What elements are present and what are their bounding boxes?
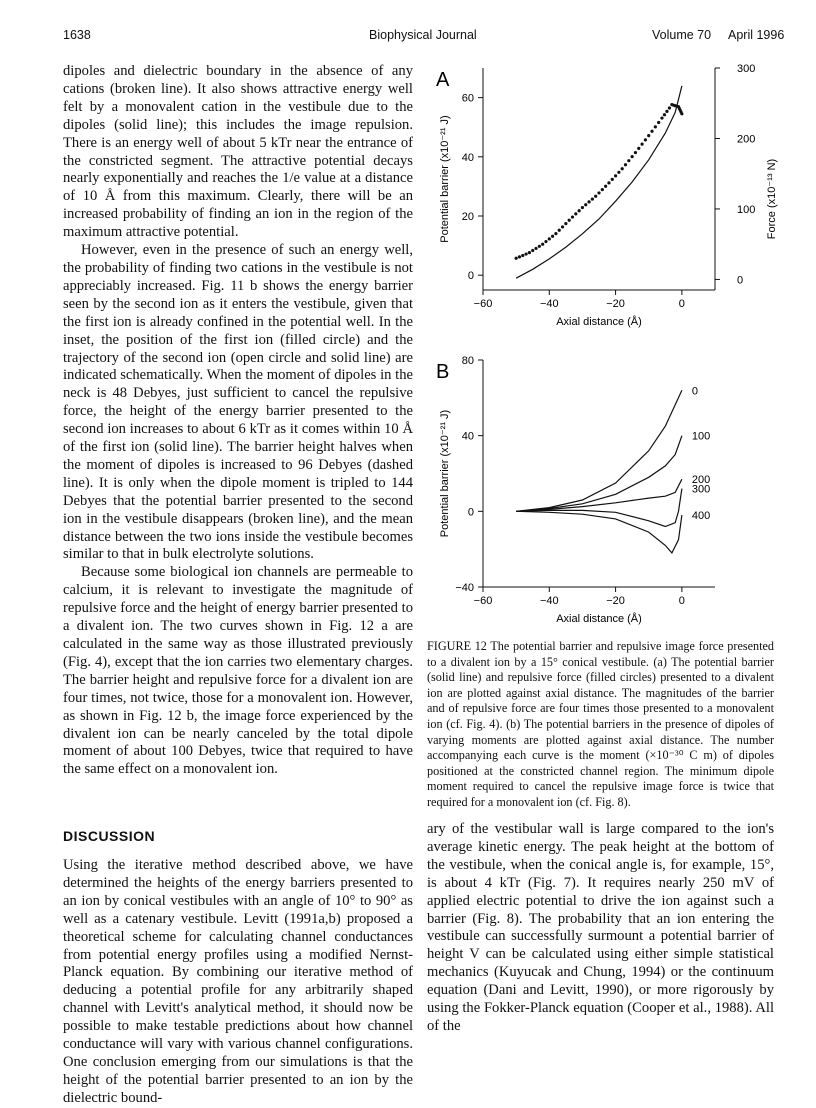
data-point bbox=[591, 197, 594, 200]
data-point bbox=[571, 215, 574, 218]
data-point bbox=[574, 212, 577, 215]
left-column bbox=[63, 63, 413, 779]
data-point bbox=[621, 167, 624, 170]
x-tick-label: −60 bbox=[473, 595, 493, 607]
data-point bbox=[611, 178, 614, 181]
series-label: 300 bbox=[691, 483, 711, 496]
data-point bbox=[564, 222, 567, 225]
right-column-lower bbox=[427, 821, 774, 1036]
x-tick-label: −40 bbox=[539, 595, 559, 607]
series-line bbox=[516, 511, 682, 553]
data-point bbox=[657, 121, 660, 124]
data-point bbox=[518, 255, 521, 258]
issue-date: April 1996 bbox=[728, 28, 785, 42]
x-axis-label: Axial distance (Å) bbox=[556, 613, 642, 625]
data-point bbox=[644, 138, 647, 141]
x-tick-label: −20 bbox=[606, 298, 625, 310]
data-point bbox=[647, 134, 650, 137]
section-heading: DISCUSSION bbox=[63, 828, 156, 844]
data-point bbox=[538, 245, 541, 248]
data-point bbox=[548, 237, 551, 240]
data-point bbox=[597, 191, 600, 194]
data-point bbox=[601, 188, 604, 191]
panel-label: B bbox=[436, 361, 450, 383]
data-point bbox=[604, 185, 607, 188]
data-point bbox=[640, 143, 643, 146]
series-line bbox=[516, 436, 682, 512]
y-tick-label: −40 bbox=[455, 582, 474, 594]
y-tick-label: 40 bbox=[461, 430, 474, 443]
data-point bbox=[594, 195, 597, 198]
data-point bbox=[534, 247, 537, 250]
series-line bbox=[516, 489, 682, 527]
y2-axis-label: Force (x10⁻¹³ N) bbox=[766, 158, 778, 240]
series-label: 400 bbox=[691, 510, 711, 523]
data-point bbox=[607, 181, 610, 184]
data-point bbox=[631, 155, 634, 158]
data-point bbox=[568, 219, 571, 222]
figure-12b bbox=[430, 345, 760, 635]
y-tick-label: 0 bbox=[467, 270, 474, 283]
x-tick-label: 0 bbox=[678, 298, 685, 310]
series-line bbox=[516, 86, 682, 278]
y-tick-label: 60 bbox=[461, 92, 474, 105]
y-tick-label: 20 bbox=[461, 211, 474, 223]
x-tick-label: −20 bbox=[606, 595, 625, 607]
y-tick-label: 80 bbox=[461, 355, 474, 367]
y2-tick-label: 0 bbox=[737, 274, 744, 287]
figure-12a bbox=[430, 58, 778, 333]
x-tick-label: −40 bbox=[539, 298, 559, 310]
data-point bbox=[541, 243, 544, 246]
data-point bbox=[561, 225, 564, 228]
data-point bbox=[617, 171, 620, 174]
page-number: 1638 bbox=[63, 28, 91, 42]
series-label: 200 bbox=[691, 474, 711, 487]
data-point bbox=[544, 240, 547, 243]
series-label: 0 bbox=[691, 385, 698, 398]
data-point bbox=[663, 113, 666, 116]
data-point bbox=[515, 257, 518, 260]
data-point bbox=[668, 106, 671, 109]
volume: Volume 70 bbox=[652, 28, 712, 42]
data-point bbox=[528, 251, 531, 254]
data-point bbox=[521, 254, 524, 257]
data-point bbox=[551, 235, 554, 238]
x-tick-label: −60 bbox=[473, 298, 493, 310]
paragraph: However, even in the presence of such an energy well, the probability of finding two cations in the vestibule is not appreciably increased. Fig. 11 b shows the energy barrier seen by the second ion as it enters the vestibule, given that the first ion is already confined in the potential well. In the inset, the position of the first ion (filled circle) and the trajectory of the second ion (open circle and solid line) are indicated schematically. When the moment of dipoles in the neck is 48 Debyes, just sufficient to cancel the repulsive force, the height of the energy barrier presented to the second ion increases to about 6 kTr as it comes within 10 Å of the first ion (solid line). The barrier height halves when the moment of dipoles is increased to 96 Debyes (dashed line). It is only when the dipole moment is tripled to 144 Debyes that the potential barrier presented to the second ion in the vestibule disappears (broken line), and the mean distance between the two ions inside the vestibule becomes similar to that in bulk electrolyte solutions. bbox=[63, 242, 413, 563]
y-axis-label: Potential barrier (x10⁻²¹ J) bbox=[439, 115, 451, 243]
paragraph: Because some biological ion channels are permeable to calcium, it is relevant to investigate the magnitude of repulsive force and the height of energy barrier presented to a divalent ion. The two curves shown in Fig. 12 a are calculated in the same way as those illustrated previously (Fig. 4), except that the ion carries two elementary charges. The barrier height and repulsive force for a divalent ion are four times, not twice, those for a monovalent ion. However, as shown in Fig. 12 b, the image force experienced by the divalent ion can be nearly canceled by the total dipole moment of about 100 Debyes, twice that required to have the same effect on a monovalent ion. bbox=[63, 564, 413, 778]
data-point bbox=[584, 203, 587, 206]
y2-tick-label: 200 bbox=[737, 133, 756, 146]
data-point bbox=[524, 252, 527, 255]
data-point bbox=[581, 206, 584, 209]
data-point bbox=[614, 174, 617, 177]
y-tick-label: 0 bbox=[467, 506, 474, 519]
paragraph: ary of the vestibular wall is large compared to the ion's average kinetic energy. The peak height at the bottom of the vestibule, when the conical angle is, for example, 15°, is about 4 kTr (Fig. 7). It requires nearly 250 mV of applied electric potential to drive the ion against such a barrier (Fig. 8). The probability that an ion entering the vestibule can successfully surmount a potential barrier of height V can be calculated using either simple statistical mechanics (Kuyucak and Chung, 1994) or the continuum equation (Dani and Levitt, 1990), or more rigorously by using the Fokker-Planck equation (Cooper et al., 1988). All of the bbox=[427, 821, 774, 1034]
data-point bbox=[665, 110, 668, 113]
journal-title: Biophysical Journal bbox=[369, 28, 477, 42]
series-line bbox=[516, 479, 682, 511]
data-point bbox=[650, 130, 653, 133]
data-point bbox=[587, 200, 590, 203]
data-point bbox=[558, 229, 561, 232]
y2-tick-label: 100 bbox=[737, 203, 756, 216]
y-axis-label: Potential barrier (x10⁻²¹ J) bbox=[439, 409, 451, 538]
data-point bbox=[624, 163, 627, 166]
paragraph: dipoles and dielectric boundary in the absence of any cations (broken line). It also shows attractive energy well felt by a monovalent cation in the vestibule due to the dipoles (solid line); this includes the image repulsion. There is an energy well of about 5 kTr near the entrance of the constricted segment. The attractive potential decays nearly exponentially and reaches the 1/e value at a distance of 10 Å from this maximum. Clearly, there will be an increased probability of finding an ion in the region of the maximum attractive potential. bbox=[63, 63, 413, 241]
data-point bbox=[634, 151, 637, 154]
left-column-lower bbox=[63, 857, 413, 1108]
series-label: 100 bbox=[691, 430, 711, 443]
data-point bbox=[637, 147, 640, 150]
data-point bbox=[578, 209, 581, 212]
data-point bbox=[660, 116, 663, 119]
x-tick-label: 0 bbox=[678, 595, 685, 607]
data-point bbox=[554, 232, 557, 235]
data-point bbox=[654, 125, 657, 128]
x-axis-label: Axial distance (Å) bbox=[556, 316, 642, 328]
y2-tick-label: 300 bbox=[737, 63, 756, 75]
figure-caption: FIGURE 12 The potential barrier and repulsive image force presented to a divalent ion by a 15° conical vestibule. (a) The potential barrier (solid line) and repulsive force (filled circles) presented to a divalent ion are plotted against axial distance. The magnitudes of the barrier and of repulsive force are four times those presented to a monovalent ion (cf. Fig. 4). (b) The potential barriers in the presence of dipoles of varying moments are plotted against axial distance. The number accompanying each curve is the moment (×10⁻³⁰ C m) of dipoles positioned at the constricted channel region. The minimum dipole moment required to cancel the repulsive image force is twice that required for a monovalent ion (cf. Fig. 8). bbox=[427, 639, 774, 809]
paragraph: Using the iterative method described above, we have determined the heights of the energy barriers presented to an ion by conical vestibules with an angle of 10° to 90° as well as a catenary vestibule. Levitt (1991a,b) proposed a theoretical scheme for calculating channel conductances from potential energy profiles using a modified Nernst-Planck equation. By combining our iterative method of deducing a potential profile for any arbitrarily shaped channel with Levitt's analytical method, it should now be possible to make testable predictions about how channel conductance will vary with various channel configurations. One conclusion emerging from our simulations is that the height of the potential barrier presented to an ion by the dielectric bound- bbox=[63, 857, 413, 1106]
y-tick-label: 40 bbox=[461, 151, 474, 164]
series-line bbox=[516, 390, 682, 511]
data-point bbox=[680, 112, 683, 115]
data-point bbox=[531, 249, 534, 252]
panel-label: A bbox=[436, 69, 450, 91]
data-point bbox=[627, 159, 630, 162]
